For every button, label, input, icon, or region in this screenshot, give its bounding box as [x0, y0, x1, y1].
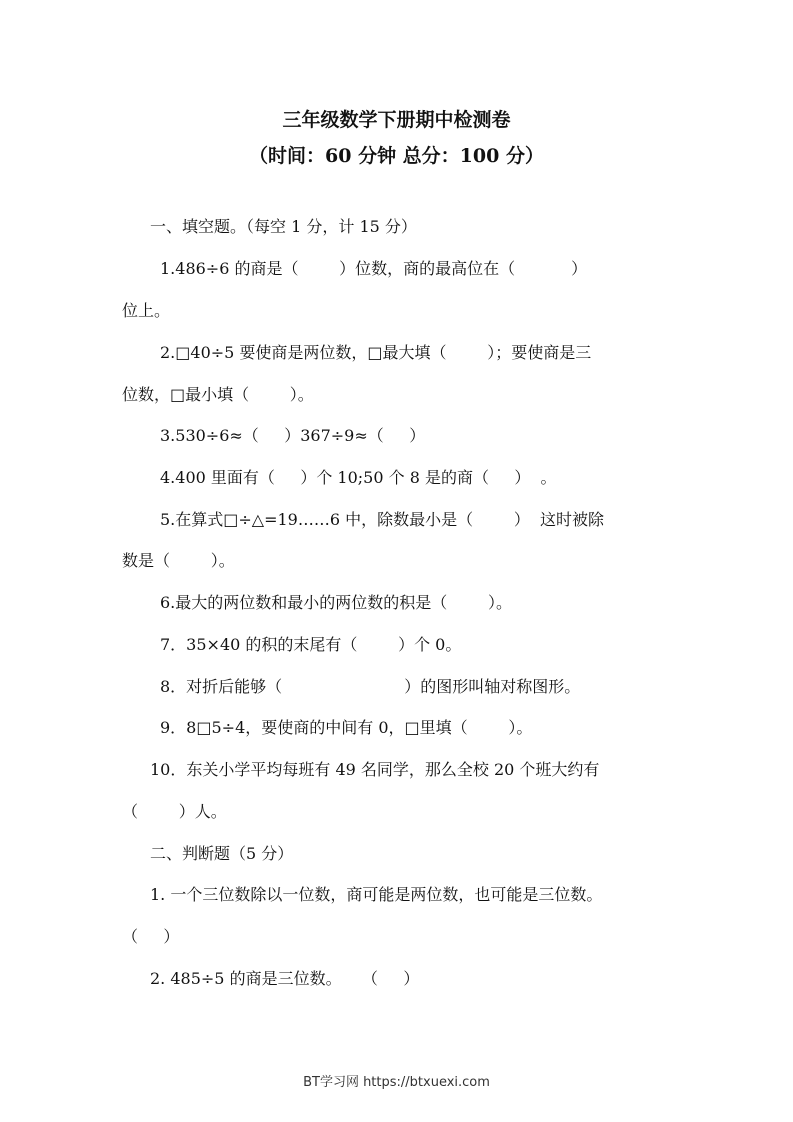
- question-9-line: 9．8□5÷4，要使商的中间有 0，□里填（ ）。: [160, 718, 533, 737]
- question-2-line: 2.□40÷5 要使商是两位数，□最大填（ ）；要使商是三: [160, 343, 592, 362]
- page-subtitle: （时间：60 分钟 总分：100 分）: [249, 145, 544, 167]
- question-5-continuation: 数是（ ）。: [122, 551, 235, 570]
- judge-2-line: 2. 485÷5 的商是三位数。 （ ）: [150, 969, 420, 988]
- question-7-line: 7．35×40 的积的末尾有（ ）个 0。: [160, 635, 462, 654]
- question-1-continuation: 位上。: [122, 301, 171, 320]
- question-4-line: 4.400 里面有（ ）个 10;50 个 8 是的商（ ） 。: [160, 468, 557, 487]
- question-2-continuation: 位数，□最小填（ ）。: [122, 385, 314, 404]
- judge-1-line: 1. 一个三位数除以一位数，商可能是两位数，也可能是三位数。: [150, 885, 603, 904]
- question-10-line: 10．东关小学平均每班有 49 名同学，那么全校 20 个班大约有: [150, 760, 600, 779]
- question-6-line: 6.最大的两位数和最小的两位数的积是（ ）。: [160, 593, 512, 612]
- question-3-line: 3.530÷6≈（ ）367÷9≈（ ）: [160, 426, 426, 445]
- section1-heading: 一、填空题。（每空 1 分，计 15 分）: [150, 217, 417, 236]
- page-title: 三年级数学下册期中检测卷: [282, 109, 511, 131]
- section2-heading: 二、判断题（5 分）: [150, 844, 294, 863]
- footer-watermark: BT学习网 https://btxuexi.com: [303, 1075, 490, 1090]
- question-1-line: 1.486÷6 的商是（ ）位数，商的最高位在（ ）: [160, 259, 588, 278]
- question-5-line: 5.在算式□÷△=19……6 中，除数最小是（ ） 这时被除: [160, 510, 604, 529]
- question-8-line: 8．对折后能够（ ）的图形叫轴对称图形。: [160, 677, 581, 696]
- judge-1-continuation: （ ）: [122, 927, 180, 946]
- question-10-continuation: （ ）人。: [122, 802, 227, 821]
